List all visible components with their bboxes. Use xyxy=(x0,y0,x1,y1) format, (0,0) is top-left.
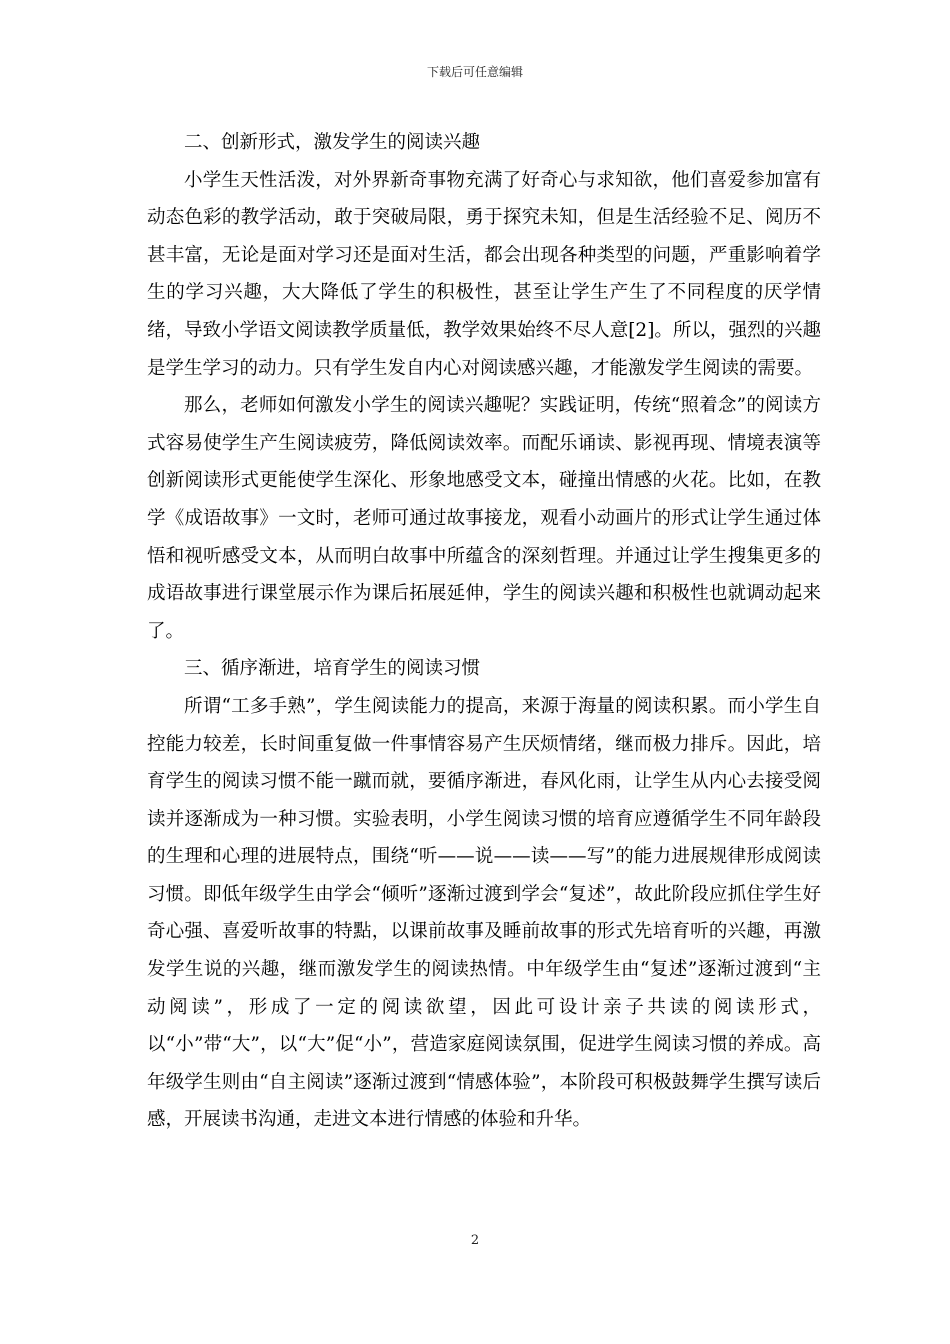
page-header: 下载后可任意编辑 xyxy=(426,65,523,79)
document-body xyxy=(147,124,821,1139)
section-heading-3: 三、循序渐进，培育学生的阅读习惯 xyxy=(184,658,481,680)
body-paragraph: 那么，老师如何激发小学生的阅读兴趣呢？实践证明，传统“照着念”的阅读方式容易使学生产生阅读疲劳，降低阅读效率。而配乐诵读、影视再现、情境表演等创新阅读形式更能使学生深化、形象地感受文本，碰撞出情感的火花。比如，在教学《成语故事》一文时，老师可通过故事接龙，观看小动画片的形式让学生通过体悟和视听感受文本，从而明白故事中所蕴含的深刻哲理。并通过让学生搜集更多的成语故事进行课堂展示作为课后拓展延伸，学生的阅读兴趣和积极性也就调动起来了。 xyxy=(147,395,821,642)
section-heading-2: 二、创新形式，激发学生的阅读兴趣 xyxy=(184,132,481,153)
body-paragraph: 所谓“工多手熟”，学生阅读能力的提高，来源于海量的阅读积累。而小学生自控能力较差，长时间重复做一件事情容易产生厌烦情绪，继而极力排斥。因此，培育学生的阅读习惯不能一蹴而就，要循序渐进，春风化雨，让学生从内心去接受阅读并逐渐成为一种习惯。实验表明，小学生阅读习惯的培育应遵循学生不同年龄段的生理和心理的进展特点，围绕“听——说——读——写”的能力进展规律形成阅读习惯。即低年级学生由学会“倾听”逐渐过渡到学会“复述”，故此阶段应抓住学生好奇心强、喜爱听故事的特點，以课前故事及睡前故事的形式先培育听的兴趣，再激发学生说的兴趣，继而激发学生的阅读热情。中年级学生由“复述”逐渐过渡到“主动阅读”，形成了一定的阅读欲望，因此可设计亲子共读的阅读形式，以“小”带“大”，以“大”促“小”，营造家庭阅读氛围，促进学生阅读习惯的养成。高年级学生则由“自主阅读”逐渐过渡到“情感体验”，本阶段可积极鼓舞学生撰写读后感，开展读书沟通，走进文本进行情感的体验和升华。 xyxy=(147,695,821,1131)
page-number: 2 xyxy=(470,1233,480,1248)
body-paragraph: 小学生天性活泼，对外界新奇事物充满了好奇心与求知欲，他们喜爱参加富有动态色彩的教学活动，敢于突破局限，勇于探究未知，但是生活经验不足、阅历不甚丰富，无论是面对学习还是面对生活，都会出现各种类型的问题，严重影响着学生的学习兴趣，大大降低了学生的积极性，甚至让学生产生了不同程度的厌学情绪，导致小学语文阅读教学质量低，教学效果始终不尽人意[2]。所以，强烈的兴趣是学生学习的动力。只有学生发自内心对阅读感兴趣，才能激发学生阅读的需要。 xyxy=(147,169,821,379)
